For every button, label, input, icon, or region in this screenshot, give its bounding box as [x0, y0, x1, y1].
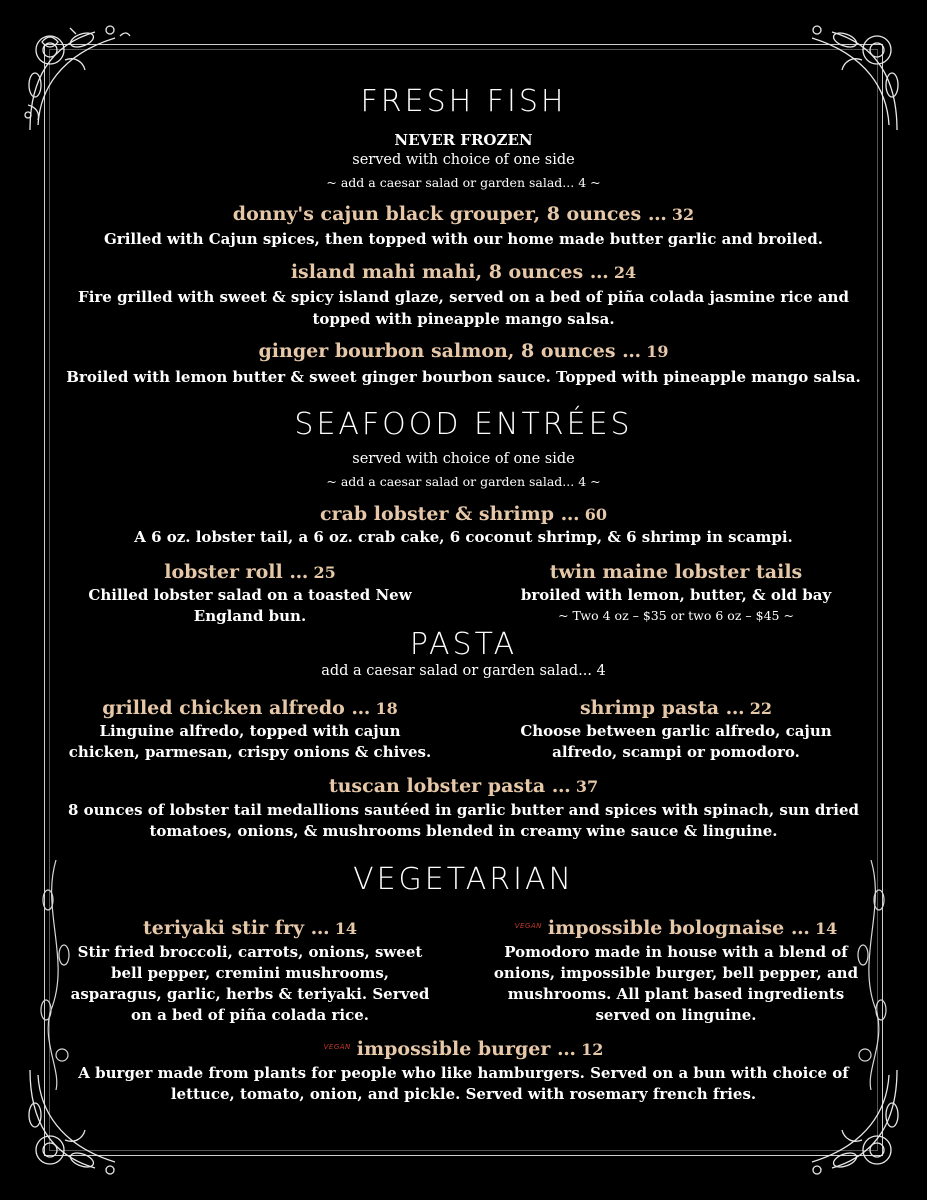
menu-item-title [60, 561, 440, 583]
item-name: crab lobster & shrimp … [319, 503, 580, 525]
item-description: topped with pineapple mango salsa. [312, 310, 615, 328]
menu-item-title [0, 261, 927, 283]
item-description: Pomodoro made in house with a blend of [504, 943, 848, 961]
item-description: broiled with lemon, butter, & old bay [520, 586, 832, 604]
item-description: England bun. [193, 607, 307, 625]
item-name: shrimp pasta … [579, 697, 745, 719]
menu-item-title [0, 340, 927, 362]
never-frozen-note: NEVER FROZEN [394, 131, 533, 149]
menu-item-title [0, 203, 927, 225]
item-name: twin maine lobster tails [549, 561, 803, 583]
menu-item-title [486, 561, 866, 583]
item-name: impossible bolognaise … [547, 917, 810, 939]
menu-item-title [50, 697, 450, 719]
item-name: teriyaki stir fry … [143, 917, 330, 939]
menu-item-title [476, 697, 876, 719]
salad-note: ~ add a caesar salad or garden salad... 4 ~ [326, 474, 601, 489]
item-price: 24 [613, 263, 637, 282]
item-description: tomatoes, onions, & mushrooms blended in creamy wine sauce & linguine. [149, 822, 778, 840]
item-description: served on linguine. [595, 1006, 757, 1024]
item-description: onions, impossible burger, bell pepper, and [493, 964, 859, 982]
item-description: mushrooms. All plant based ingredients [507, 985, 845, 1003]
menu-item-title [50, 917, 450, 939]
item-name: island mahi mahi, 8 ounces … [290, 261, 609, 283]
item-price: 14 [334, 919, 357, 938]
item-description: lettuce, tomato, onion, and pickle. Served with rosemary french fries. [170, 1085, 757, 1103]
item-description: Grilled with Cajun spices, then topped with our home made butter garlic and broiled. [104, 230, 823, 248]
menu-item-title [0, 775, 927, 797]
item-name: tuscan lobster pasta … [328, 775, 571, 797]
item-price: 32 [671, 205, 695, 224]
item-name: ginger bourbon salmon, 8 ounces … [258, 340, 642, 362]
item-price: 12 [581, 1040, 604, 1059]
item-description: Broiled with lemon butter & sweet ginger bourbon sauce. Topped with pineapple mango salsa. [66, 368, 861, 386]
floral-corner-ornament [20, 20, 140, 140]
section-heading-seafood: SEAFOOD ENTRÉES [294, 407, 633, 442]
vegan-tag: VEGAN [514, 921, 542, 930]
item-description: bell pepper, cremini mushrooms, [110, 964, 389, 982]
item-description: chicken, parmesan, crispy onions & chives. [68, 743, 432, 761]
menu-item-title [0, 1038, 927, 1060]
item-name: lobster roll … [164, 561, 309, 583]
item-name: grilled chicken alfredo … [102, 697, 371, 719]
item-description: Fire grilled with sweet & spicy island glaze, served on a bed of piña colada jasmine rice and [78, 288, 849, 306]
item-price-note: ~ Two 4 oz – $35 or two 6 oz – $45 ~ [558, 608, 794, 623]
menu-item-title [476, 917, 876, 939]
menu-item-title [0, 503, 927, 525]
item-price: 25 [313, 563, 336, 582]
salad-note: add a caesar salad or garden salad... 4 [321, 663, 606, 679]
salad-note: ~ add a caesar salad or garden salad... 4 ~ [326, 175, 601, 190]
item-description: asparagus, garlic, herbs & teriyaki. Served [70, 985, 430, 1003]
item-price: 22 [749, 699, 773, 718]
item-price: 14 [814, 919, 838, 938]
item-price: 37 [575, 777, 599, 796]
side-note: served with choice of one side [352, 451, 575, 467]
item-description: Stir fried broccoli, carrots, onions, sweet [77, 943, 423, 961]
side-note: served with choice of one side [352, 152, 575, 168]
item-description: alfredo, scampi or pomodoro. [552, 743, 800, 761]
item-price: 60 [584, 505, 608, 524]
section-heading-fresh-fish: FRESH FISH [360, 84, 567, 119]
item-description: 8 ounces of lobster tail medallions sautéed in garlic butter and spices with spinach, sun dried [67, 801, 859, 819]
item-description: Linguine alfredo, topped with cajun [99, 722, 401, 740]
item-description: Chilled lobster salad on a toasted New [88, 586, 412, 604]
item-description: A 6 oz. lobster tail, a 6 oz. crab cake, 6 coconut shrimp, & 6 shrimp in scampi. [134, 528, 793, 546]
section-heading-vegetarian: VEGETARIAN [353, 862, 574, 897]
item-description: A burger made from plants for people who like hamburgers. Served on a bun with choice of [78, 1064, 849, 1082]
item-description: on a bed of piña colada rice. [130, 1006, 369, 1024]
floral-corner-ornament [787, 20, 907, 140]
item-price: 18 [375, 699, 398, 718]
item-name: donny's cajun black grouper, 8 ounces … [232, 203, 667, 225]
item-name: impossible burger … [356, 1038, 577, 1060]
item-description: Choose between garlic alfredo, cajun [520, 722, 832, 740]
item-price: 19 [646, 342, 669, 361]
section-heading-pasta: PASTA [409, 627, 518, 662]
vegan-tag: VEGAN [323, 1042, 351, 1051]
